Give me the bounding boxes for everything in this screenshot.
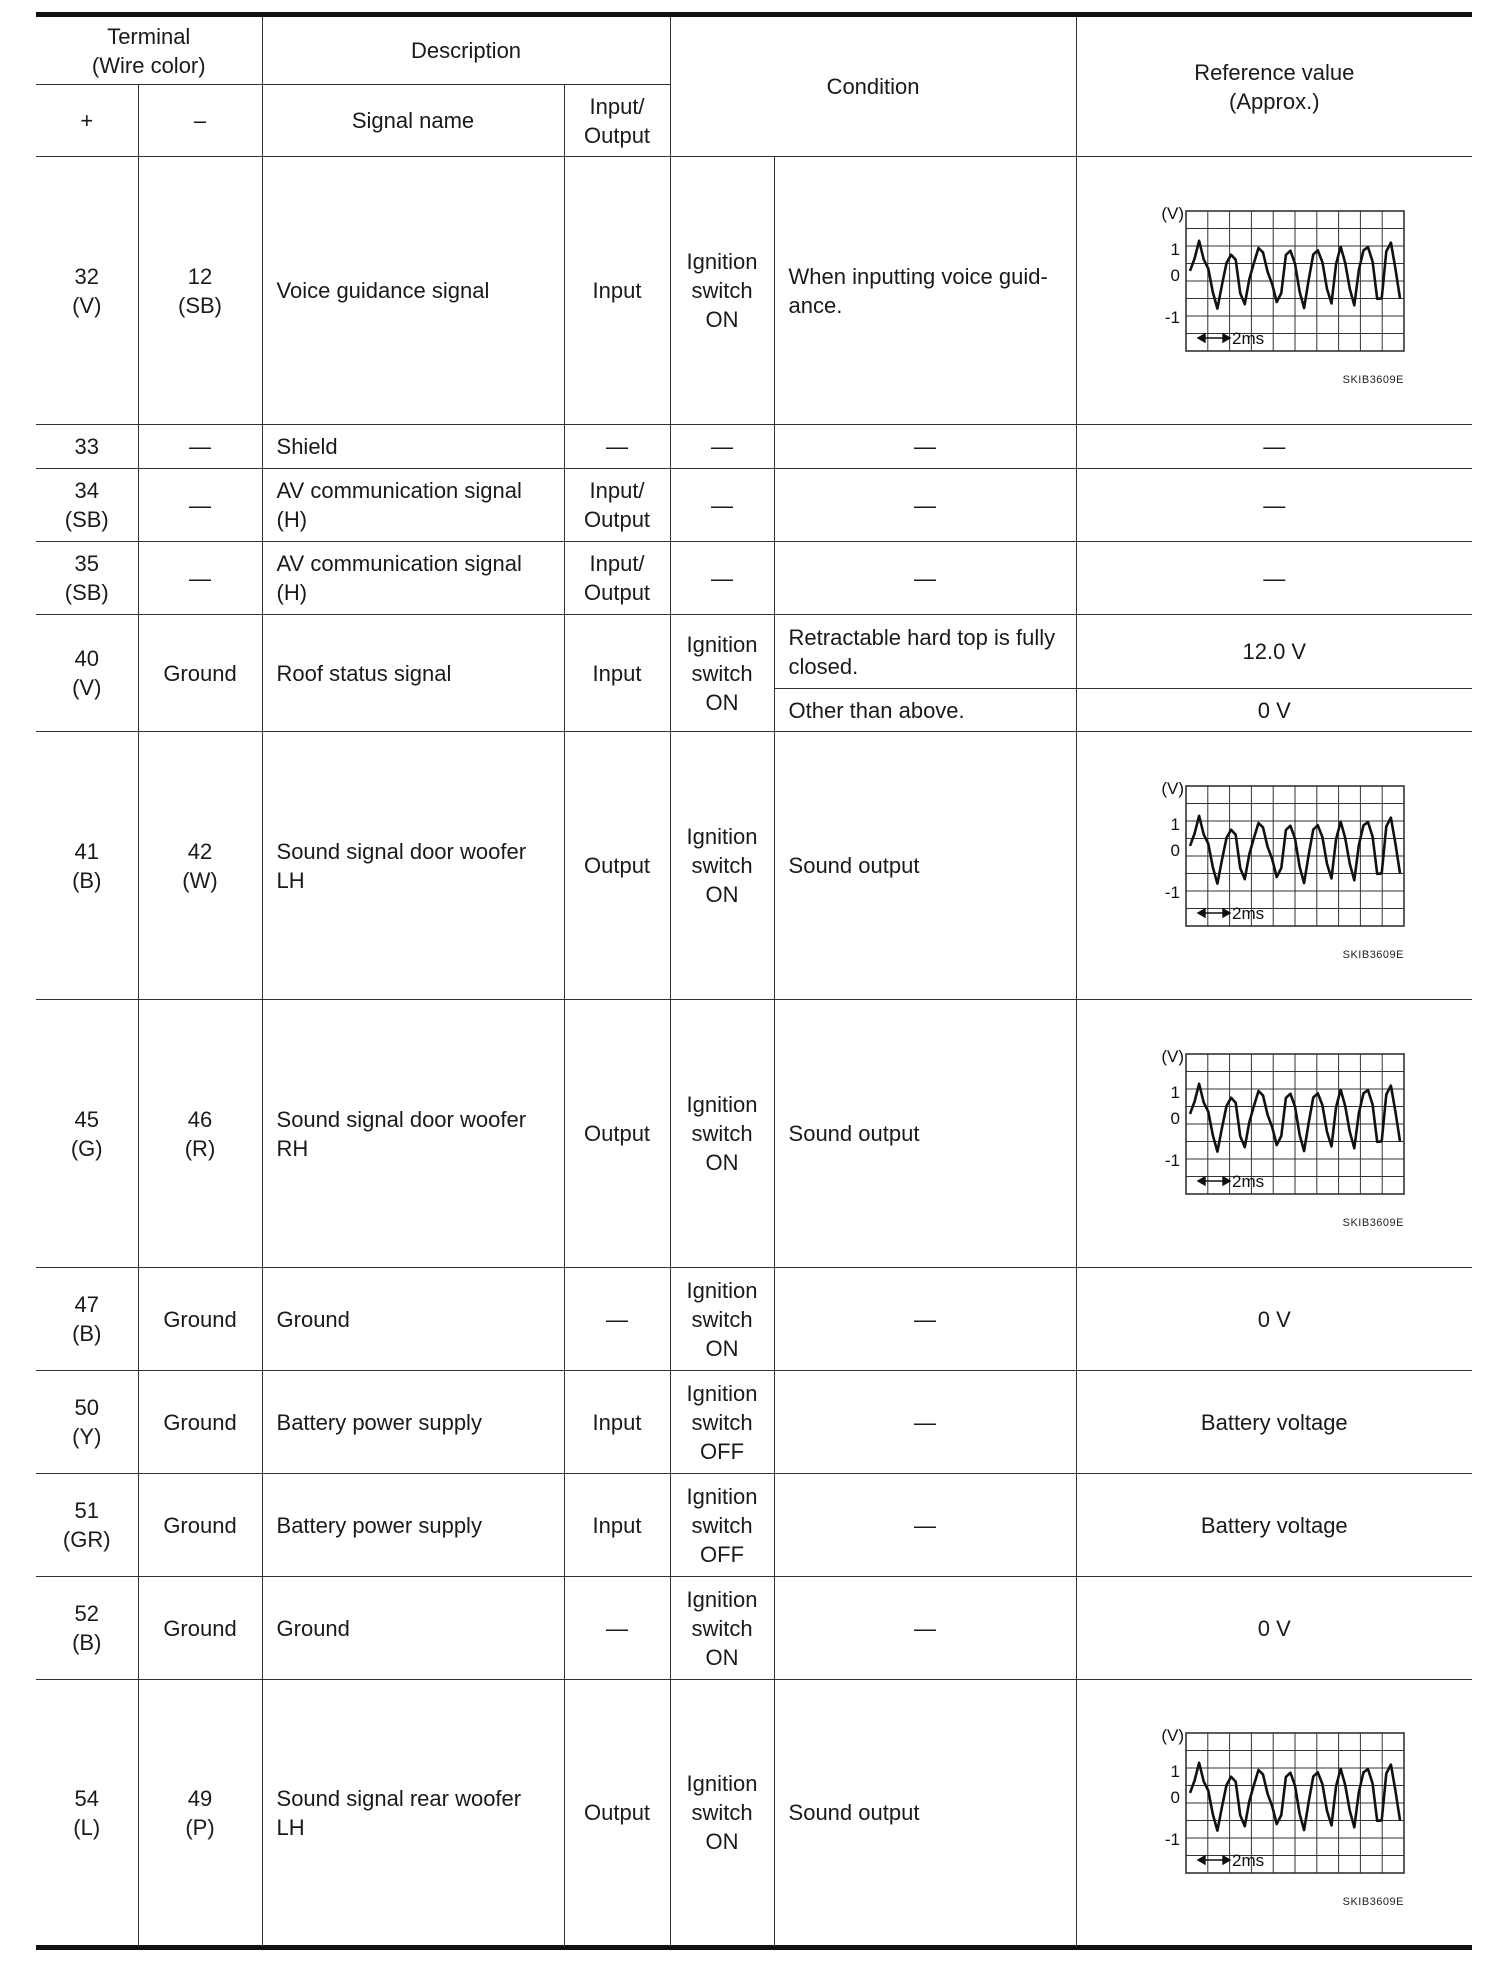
time-scale-arrow — [1198, 1177, 1230, 1185]
terminal-plus: 35 (SB) — [36, 542, 138, 615]
reference-value: 0 V — [1076, 689, 1472, 732]
waveform-tick-label: 1 — [1170, 239, 1181, 259]
ignition-state: Ignition switch OFF — [670, 1474, 774, 1577]
input-output: Output — [564, 1680, 670, 1948]
header-terminal: Terminal (Wire color) — [36, 15, 262, 85]
terminal-reference-sheet — [36, 12, 1472, 1950]
condition: — — [774, 469, 1076, 542]
terminal-minus: 46 (R) — [138, 1000, 262, 1268]
input-output: Output — [564, 732, 670, 1000]
waveform-tick-label: 0 — [1170, 1787, 1181, 1807]
waveform-chart — [1083, 191, 1467, 391]
header-signal-name: Signal name — [262, 85, 564, 157]
figure-code: SKIB3609E — [1342, 948, 1405, 961]
terminal-plus: 50 (Y) — [36, 1371, 138, 1474]
ignition-state: Ignition switch ON — [670, 157, 774, 425]
reference-value: 0 V — [1076, 1577, 1472, 1680]
terminal-minus: Ground — [138, 1371, 262, 1474]
waveform-tick-label: 1 — [1170, 1761, 1181, 1781]
reference-value: — — [1076, 542, 1472, 615]
ignition-state: Ignition switch ON — [670, 1680, 774, 1948]
waveform-tick-label: 0 — [1170, 840, 1181, 860]
input-output: Input/ Output — [564, 469, 670, 542]
input-output: Input — [564, 615, 670, 732]
table-row — [36, 1371, 1472, 1474]
table-row — [36, 157, 1472, 425]
signal-name: Roof status signal — [262, 615, 564, 732]
terminal-table — [36, 12, 1472, 1950]
condition: — — [774, 1577, 1076, 1680]
terminal-plus: 41 (B) — [36, 732, 138, 1000]
terminal-plus: 32 (V) — [36, 157, 138, 425]
terminal-minus: 12 (SB) — [138, 157, 262, 425]
reference-value-waveform — [1076, 157, 1472, 425]
terminal-plus: 45 (G) — [36, 1000, 138, 1268]
input-output: — — [564, 1577, 670, 1680]
terminal-minus: Ground — [138, 615, 262, 732]
signal-name: Sound signal rear woofer LH — [262, 1680, 564, 1948]
terminal-minus: 49 (P) — [138, 1680, 262, 1948]
signal-name: Voice guidance signal — [262, 157, 564, 425]
condition: — — [774, 1371, 1076, 1474]
signal-name: Battery power supply — [262, 1371, 564, 1474]
ignition-state: Ignition switch OFF — [670, 1371, 774, 1474]
waveform-unit-label: (V) — [1161, 1725, 1185, 1745]
terminal-minus: — — [138, 469, 262, 542]
table-row — [36, 425, 1472, 469]
table-row — [36, 1577, 1472, 1680]
terminal-minus: — — [138, 425, 262, 469]
table-row — [36, 1268, 1472, 1371]
waveform-svg — [1134, 766, 1414, 966]
ignition-state: Ignition switch ON — [670, 615, 774, 732]
ignition-state: — — [670, 425, 774, 469]
waveform-tick-label: 1 — [1170, 1082, 1181, 1102]
terminal-plus: 40 (V) — [36, 615, 138, 732]
time-scale-arrow — [1198, 1856, 1230, 1864]
header-condition: Condition — [670, 15, 1076, 157]
condition: — — [774, 1474, 1076, 1577]
terminal-minus: Ground — [138, 1474, 262, 1577]
reference-value: Battery voltage — [1076, 1474, 1472, 1577]
condition: — — [774, 425, 1076, 469]
input-output: Input — [564, 1474, 670, 1577]
waveform-unit-label: (V) — [1161, 1046, 1185, 1066]
reference-value: Battery voltage — [1076, 1371, 1472, 1474]
ignition-state: — — [670, 542, 774, 615]
terminal-minus: Ground — [138, 1577, 262, 1680]
waveform-tick-label: -1 — [1165, 307, 1181, 327]
signal-name: Ground — [262, 1268, 564, 1371]
signal-name: Battery power supply — [262, 1474, 564, 1577]
waveform-tick-label: -1 — [1165, 1150, 1181, 1170]
reference-value: 0 V — [1076, 1268, 1472, 1371]
table-row — [36, 615, 1472, 689]
condition: — — [774, 1268, 1076, 1371]
header-description: Description — [262, 15, 670, 85]
condition: Sound output — [774, 1000, 1076, 1268]
table-row — [36, 1680, 1472, 1948]
terminal-minus: Ground — [138, 1268, 262, 1371]
input-output: — — [564, 1268, 670, 1371]
waveform-time-label: 2ms — [1232, 903, 1265, 923]
condition: Sound output — [774, 732, 1076, 1000]
table-row — [36, 542, 1472, 615]
reference-value: — — [1076, 469, 1472, 542]
terminal-plus: 34 (SB) — [36, 469, 138, 542]
header-input-output: Input/ Output — [564, 85, 670, 157]
ignition-state: — — [670, 469, 774, 542]
ignition-state: Ignition switch ON — [670, 1000, 774, 1268]
ignition-state: Ignition switch ON — [670, 1577, 774, 1680]
ignition-state: Ignition switch ON — [670, 732, 774, 1000]
input-output: Input — [564, 157, 670, 425]
ignition-state: Ignition switch ON — [670, 1268, 774, 1371]
table-row — [36, 469, 1472, 542]
condition: Retractable hard top is fully closed. — [774, 615, 1076, 689]
condition: Other than above. — [774, 689, 1076, 732]
waveform-tick-label: 0 — [1170, 265, 1181, 285]
header-plus: + — [36, 85, 138, 157]
waveform-time-label: 2ms — [1232, 1171, 1265, 1191]
time-scale-arrow — [1198, 909, 1230, 917]
waveform-grid — [1186, 1733, 1404, 1873]
reference-value-waveform — [1076, 1680, 1472, 1948]
waveform-grid — [1186, 211, 1404, 351]
waveform-time-label: 2ms — [1232, 1850, 1265, 1870]
terminal-minus: — — [138, 542, 262, 615]
signal-name: AV communication signal (H) — [262, 469, 564, 542]
terminal-plus: 54 (L) — [36, 1680, 138, 1948]
waveform-tick-label: -1 — [1165, 882, 1181, 902]
signal-name: Shield — [262, 425, 564, 469]
waveform-svg — [1134, 1713, 1414, 1913]
waveform-unit-label: (V) — [1161, 203, 1185, 223]
waveform-grid — [1186, 1054, 1404, 1194]
figure-code: SKIB3609E — [1342, 1216, 1405, 1229]
input-output: Input — [564, 1371, 670, 1474]
input-output: Output — [564, 1000, 670, 1268]
table-row — [36, 1000, 1472, 1268]
reference-value: 12.0 V — [1076, 615, 1472, 689]
terminal-plus: 47 (B) — [36, 1268, 138, 1371]
terminal-plus: 52 (B) — [36, 1577, 138, 1680]
terminal-plus: 33 — [36, 425, 138, 469]
signal-name: AV communication signal (H) — [262, 542, 564, 615]
terminal-plus: 51 (GR) — [36, 1474, 138, 1577]
time-scale-arrow — [1198, 334, 1230, 342]
terminal-minus: 42 (W) — [138, 732, 262, 1000]
waveform-svg — [1134, 191, 1414, 391]
condition: Sound output — [774, 1680, 1076, 1948]
waveform-tick-label: 1 — [1170, 814, 1181, 834]
waveform-tick-label: 0 — [1170, 1108, 1181, 1128]
waveform-svg — [1134, 1034, 1414, 1234]
table-row — [36, 1474, 1472, 1577]
waveform-chart — [1083, 1034, 1467, 1234]
condition: When inputting voice guid- ance. — [774, 157, 1076, 425]
reference-value-waveform — [1076, 732, 1472, 1000]
header-reference-value: Reference value (Approx.) — [1076, 15, 1472, 157]
waveform-unit-label: (V) — [1161, 778, 1185, 798]
waveform-chart — [1083, 766, 1467, 966]
waveform-grid — [1186, 786, 1404, 926]
figure-code: SKIB3609E — [1342, 1895, 1405, 1908]
waveform-tick-label: -1 — [1165, 1829, 1181, 1849]
reference-value-waveform — [1076, 1000, 1472, 1268]
waveform-time-label: 2ms — [1232, 328, 1265, 348]
signal-name: Sound signal door woofer RH — [262, 1000, 564, 1268]
condition: — — [774, 542, 1076, 615]
input-output: — — [564, 425, 670, 469]
input-output: Input/ Output — [564, 542, 670, 615]
header-minus: – — [138, 85, 262, 157]
signal-name: Sound signal door woofer LH — [262, 732, 564, 1000]
figure-code: SKIB3609E — [1342, 373, 1405, 386]
table-row — [36, 732, 1472, 1000]
reference-value: — — [1076, 425, 1472, 469]
signal-name: Ground — [262, 1577, 564, 1680]
waveform-chart — [1083, 1713, 1467, 1913]
